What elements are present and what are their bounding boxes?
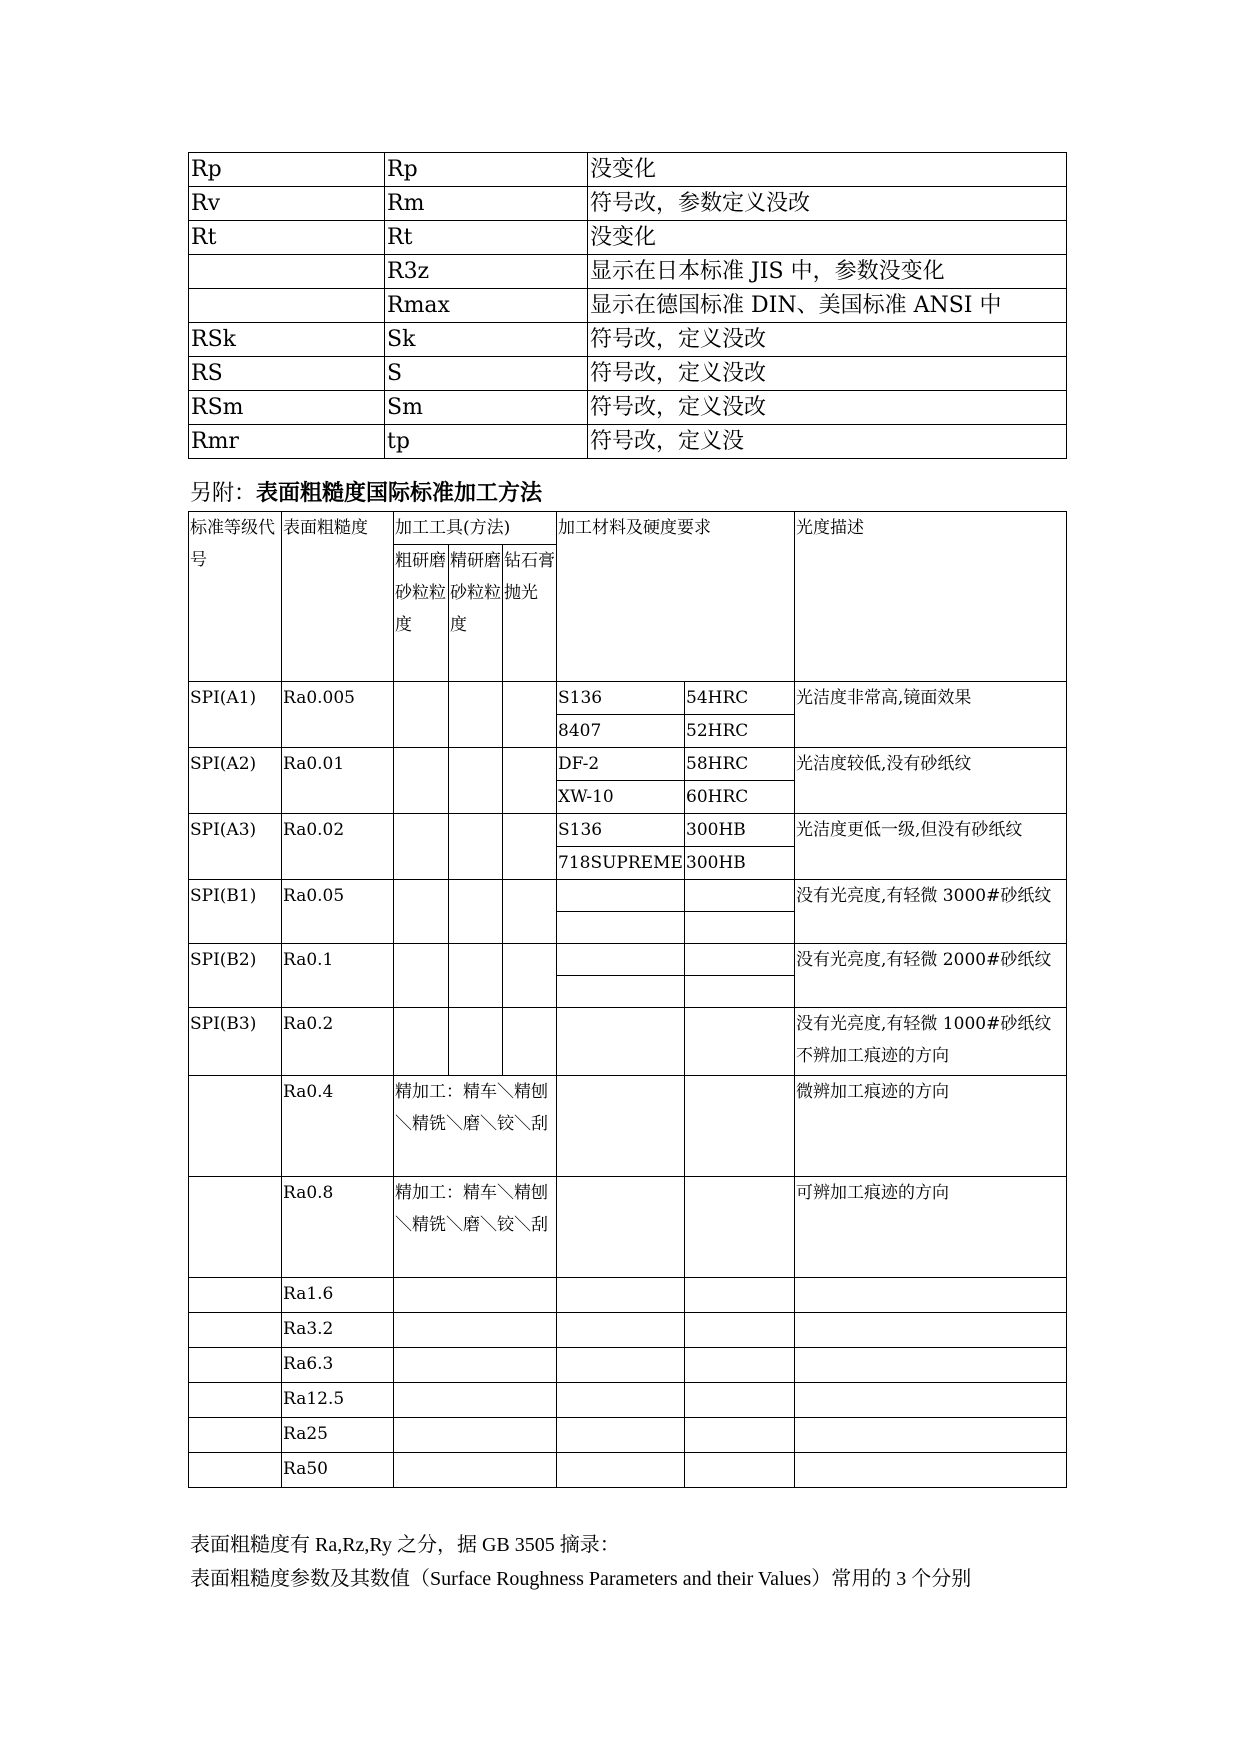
empty-cell: [503, 880, 557, 944]
empty-cell: [503, 1008, 557, 1076]
empty-cell: [189, 1453, 282, 1488]
empty-cell: [685, 1313, 795, 1348]
roughness-cell: Ra25: [282, 1418, 394, 1453]
empty-cell: [685, 1383, 795, 1418]
empty-cell: [795, 1453, 1067, 1488]
hardness-cell: 300HB: [685, 847, 795, 880]
desc-cell: 没有光亮度,有轻微 3000#砂纸纹: [795, 880, 1067, 944]
old-symbol-cell: Rt: [189, 221, 385, 255]
empty-cell: [685, 1278, 795, 1313]
footer-line-1: 表面粗糙度有 Ra,Rz,Ry 之分，据 GB 3505 摘录：: [190, 1534, 620, 1556]
empty-cell: [795, 1418, 1067, 1453]
empty-cell: [449, 1008, 503, 1076]
tool-cell: 精加工：精车＼精刨＼精铣＼磨＼铰＼刮: [394, 1076, 557, 1177]
empty-cell: [394, 814, 449, 880]
hardness-cell: 58HRC: [685, 748, 795, 781]
new-symbol-cell: tp: [385, 425, 588, 459]
table-row: [189, 944, 1067, 976]
table-row: [189, 221, 1067, 255]
table-row: [189, 1076, 1067, 1177]
table-row: [189, 289, 1067, 323]
hardness-cell: 60HRC: [685, 781, 795, 814]
roughness-cell: Ra0.2: [282, 1008, 394, 1076]
new-symbol-cell: Rt: [385, 221, 588, 255]
old-symbol-cell: Rmr: [189, 425, 385, 459]
empty-cell: [449, 880, 503, 944]
grade-cell: SPI(A1): [189, 682, 282, 748]
empty-cell: [394, 682, 449, 748]
empty-cell: [557, 1313, 685, 1348]
material-cell: [557, 944, 685, 976]
empty-cell: [189, 1348, 282, 1383]
heading-prefix: 另附：: [190, 481, 257, 506]
old-symbol-cell: [189, 255, 385, 289]
roughness-cell: Ra0.8: [282, 1177, 394, 1278]
table-row: [189, 1348, 1067, 1383]
empty-cell: [795, 1348, 1067, 1383]
tool-cell: 精加工：精车＼精刨＼精铣＼磨＼铰＼刮: [394, 1177, 557, 1278]
roughness-cell: Ra0.4: [282, 1076, 394, 1177]
table-row: [189, 1278, 1067, 1313]
empty-cell: [189, 1383, 282, 1418]
old-symbol-cell: RS: [189, 357, 385, 391]
grade-cell: SPI(B3): [189, 1008, 282, 1076]
table-row: [189, 1453, 1067, 1488]
table-row: [189, 1418, 1067, 1453]
empty-cell: [449, 814, 503, 880]
header-diamond-polish: 钻石膏抛光: [503, 545, 557, 682]
material-cell: XW-10: [557, 781, 685, 814]
empty-cell: [394, 1348, 557, 1383]
new-symbol-cell: Sm: [385, 391, 588, 425]
params-table: [188, 152, 1067, 459]
table-row: [189, 1177, 1067, 1278]
grade-cell: SPI(B2): [189, 944, 282, 1008]
note-cell: 符号改，定义没改: [588, 357, 1067, 391]
roughness-cell: Ra0.05: [282, 880, 394, 944]
old-symbol-cell: Rv: [189, 187, 385, 221]
empty-cell: [394, 1383, 557, 1418]
empty-cell: [557, 1076, 685, 1177]
hardness-cell: [685, 912, 795, 944]
table-row: [189, 255, 1067, 289]
empty-cell: [449, 748, 503, 814]
empty-cell: [503, 682, 557, 748]
empty-cell: [557, 1177, 685, 1278]
roughness-cell: Ra50: [282, 1453, 394, 1488]
old-symbol-cell: Rp: [189, 153, 385, 187]
table-row: [189, 748, 1067, 781]
new-symbol-cell: Sk: [385, 323, 588, 357]
table-row: [189, 880, 1067, 912]
header-desc: 光度描述: [795, 512, 1067, 682]
empty-cell: [394, 944, 449, 1008]
table-row: [189, 357, 1067, 391]
material-cell: DF-2: [557, 748, 685, 781]
empty-cell: [557, 1418, 685, 1453]
roughness-cell: Ra0.01: [282, 748, 394, 814]
roughness-cell: Ra12.5: [282, 1383, 394, 1418]
table-row: [189, 425, 1067, 459]
empty-cell: [503, 748, 557, 814]
roughness-cell: Ra0.1: [282, 944, 394, 1008]
new-symbol-cell: Rmax: [385, 289, 588, 323]
header-tool: 加工工具(方法): [394, 512, 557, 545]
note-cell: 符号改，定义没: [588, 425, 1067, 459]
hardness-cell: [685, 880, 795, 912]
note-cell: 没变化: [588, 153, 1067, 187]
desc-cell: 微辨加工痕迹的方向: [795, 1076, 1067, 1177]
hardness-cell: 300HB: [685, 814, 795, 847]
grade-cell: SPI(A2): [189, 748, 282, 814]
old-symbol-cell: [189, 289, 385, 323]
material-cell: S136: [557, 682, 685, 715]
note-cell: 没变化: [588, 221, 1067, 255]
roughness-cell: Ra6.3: [282, 1348, 394, 1383]
desc-cell: 没有光亮度,有轻微 2000#砂纸纹: [795, 944, 1067, 1008]
desc-cell: 光洁度更低一级,但没有砂纸纹: [795, 814, 1067, 880]
empty-cell: [557, 1348, 685, 1383]
material-cell: [557, 976, 685, 1008]
empty-cell: [557, 1008, 685, 1076]
note-cell: 符号改，参数定义没改: [588, 187, 1067, 221]
empty-cell: [394, 880, 449, 944]
material-cell: [557, 912, 685, 944]
new-symbol-cell: R3z: [385, 255, 588, 289]
empty-cell: [189, 1177, 282, 1278]
table-row: [189, 1313, 1067, 1348]
empty-cell: [685, 1177, 795, 1278]
note-cell: 符号改，定义没改: [588, 323, 1067, 357]
empty-cell: [503, 944, 557, 1008]
empty-cell: [685, 1348, 795, 1383]
roughness-cell: Ra1.6: [282, 1278, 394, 1313]
empty-cell: [189, 1076, 282, 1177]
empty-cell: [394, 1278, 557, 1313]
new-symbol-cell: S: [385, 357, 588, 391]
empty-cell: [557, 1278, 685, 1313]
empty-cell: [685, 1008, 795, 1076]
table-row: [189, 153, 1067, 187]
grade-cell: SPI(B1): [189, 880, 282, 944]
table-row: [189, 187, 1067, 221]
hardness-cell: 52HRC: [685, 715, 795, 748]
note-cell: 符号改，定义没改: [588, 391, 1067, 425]
note-cell: 显示在德国标准 DIN、美国标准 ANSI 中: [588, 289, 1067, 323]
hardness-cell: [685, 976, 795, 1008]
empty-cell: [503, 814, 557, 880]
new-symbol-cell: Rm: [385, 187, 588, 221]
empty-cell: [394, 1313, 557, 1348]
note-cell: 显示在日本标准 JIS 中，参数没变化: [588, 255, 1067, 289]
header-fine-grit: 精研磨砂粒粒度: [449, 545, 503, 682]
table-row: [189, 682, 1067, 715]
header-coarse-grit: 粗研磨砂粒粒度: [394, 545, 449, 682]
old-symbol-cell: RSm: [189, 391, 385, 425]
table-row: [189, 1008, 1067, 1076]
table-row: [189, 1383, 1067, 1418]
roughness-cell: Ra0.005: [282, 682, 394, 748]
empty-cell: [189, 1278, 282, 1313]
hardness-cell: 54HRC: [685, 682, 795, 715]
empty-cell: [394, 1418, 557, 1453]
header-grade: 标准等级代号: [189, 512, 282, 682]
new-symbol-cell: Rp: [385, 153, 588, 187]
material-cell: 8407: [557, 715, 685, 748]
hardness-cell: [685, 944, 795, 976]
empty-cell: [449, 944, 503, 1008]
roughness-cell: Ra0.02: [282, 814, 394, 880]
empty-cell: [557, 1453, 685, 1488]
material-cell: [557, 880, 685, 912]
empty-cell: [795, 1278, 1067, 1313]
empty-cell: [685, 1453, 795, 1488]
heading-title: 表面粗糙度国际标准加工方法: [256, 480, 543, 506]
empty-cell: [189, 1418, 282, 1453]
material-cell: 718SUPREME: [557, 847, 685, 880]
empty-cell: [189, 1313, 282, 1348]
empty-cell: [685, 1418, 795, 1453]
table-row: [189, 323, 1067, 357]
roughness-cell: Ra3.2: [282, 1313, 394, 1348]
standards-table: [188, 511, 1067, 1488]
desc-cell: 光洁度非常高,镜面效果: [795, 682, 1067, 748]
empty-cell: [795, 1383, 1067, 1418]
footer-line-2: 表面粗糙度参数及其数值（Surface Roughness Parameters and their Values）常用的 3 个分别: [190, 1568, 972, 1590]
old-symbol-cell: RSk: [189, 323, 385, 357]
section-heading: [190, 478, 542, 509]
empty-cell: [449, 682, 503, 748]
empty-cell: [394, 1008, 449, 1076]
material-cell: S136: [557, 814, 685, 847]
empty-cell: [685, 1076, 795, 1177]
desc-cell: 可辨加工痕迹的方向: [795, 1177, 1067, 1278]
header-roughness: 表面粗糙度: [282, 512, 394, 682]
empty-cell: [795, 1313, 1067, 1348]
empty-cell: [557, 1383, 685, 1418]
empty-cell: [394, 1453, 557, 1488]
table-row: [189, 391, 1067, 425]
header-material: 加工材料及硬度要求: [557, 512, 795, 682]
grade-cell: SPI(A3): [189, 814, 282, 880]
table-row: [189, 814, 1067, 847]
desc-cell: 没有光亮度,有轻微 1000#砂纸纹 不辨加工痕迹的方向: [795, 1008, 1067, 1076]
desc-cell: 光洁度较低,没有砂纸纹: [795, 748, 1067, 814]
empty-cell: [394, 748, 449, 814]
